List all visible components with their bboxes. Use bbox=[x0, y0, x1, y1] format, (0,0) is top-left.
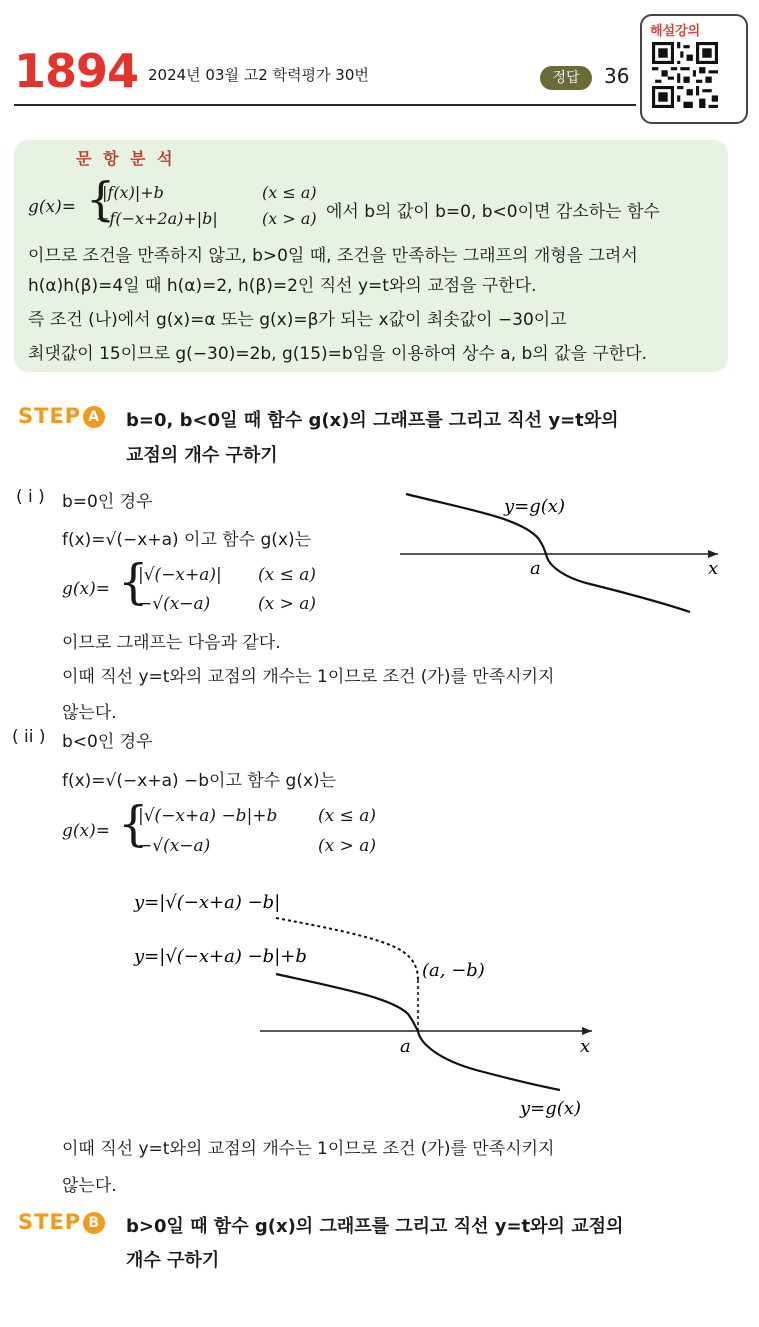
case-ii-after2: 않는다. bbox=[62, 1176, 117, 1196]
case-ii-brace: { bbox=[118, 796, 149, 852]
analysis-g-lhs: g(x)= bbox=[28, 197, 76, 217]
case-i-cond1: (x ≤ a) bbox=[258, 565, 317, 585]
case-i-g-lhs: g(x)= bbox=[62, 579, 110, 599]
case-i-after1: 이므로 그래프는 다음과 같다. bbox=[62, 633, 281, 653]
step-a-letter: A bbox=[83, 406, 105, 428]
case-i-cond2: (x > a) bbox=[258, 594, 317, 614]
step-a-badge bbox=[18, 404, 105, 428]
case-i-point-label: a bbox=[530, 558, 541, 579]
case-ii-title: b<0인 경우 bbox=[62, 732, 153, 752]
analysis-case1-expr: |f(x)|+b bbox=[102, 183, 164, 202]
case-i-expr1: |√(−x+a)| bbox=[138, 565, 222, 585]
case-ii-f-line: f(x)=√(−x+a) −b이고 함수 g(x)는 bbox=[62, 771, 337, 791]
case-ii-expr1: |√(−x+a) −b|+b bbox=[138, 806, 278, 826]
case-ii-label-dotted: y=|√(−x+a) −b| bbox=[134, 892, 281, 913]
case-ii-axis-label: x bbox=[580, 1036, 591, 1057]
case-i-after2: 이때 직선 y=t와의 교점의 개수는 1이므로 조건 (가)를 만족시키지 bbox=[62, 667, 555, 687]
case-ii-solid-curve bbox=[276, 974, 560, 1090]
step-a-line1: b=0, b<0일 때 함수 g(x)의 그래프를 그리고 직선 y=t와의 bbox=[126, 410, 619, 431]
case-ii-axis-arrow bbox=[582, 1027, 592, 1035]
analysis-line2: 이므로 조건을 만족하지 않고, b>0일 때, 조건을 만족하는 그래프의 개형을 그려서 bbox=[28, 246, 638, 266]
analysis-line1: 에서 b의 값이 b=0, b<0이면 감소하는 함수 bbox=[326, 202, 660, 222]
case-i-axis-arrow bbox=[708, 550, 718, 558]
case-ii-g-lhs: g(x)= bbox=[62, 821, 110, 841]
case-ii-graph bbox=[120, 874, 620, 1124]
step-b-letter: B bbox=[83, 1212, 105, 1234]
case-ii-cond2: (x > a) bbox=[318, 836, 377, 856]
analysis-line5: 최댓값이 15이므로 g(−30)=2b, g(15)=b임을 이용하여 상수 a, b의 값을 구한다. bbox=[28, 344, 648, 364]
step-b-label: STEP bbox=[18, 1210, 82, 1234]
case-i-expr2: −√(x−a) bbox=[138, 594, 211, 614]
case-ii-point-label: (a, −b) bbox=[422, 960, 485, 981]
problem-source: 2024년 03월 고2 학력평가 30번 bbox=[148, 66, 369, 84]
case-i-brace: { bbox=[118, 554, 149, 610]
case-ii-cond1: (x ≤ a) bbox=[318, 806, 377, 826]
case-ii-after1: 이때 직선 y=t와의 교점의 개수는 1이므로 조건 (가)를 만족시키지 bbox=[62, 1139, 555, 1159]
analysis-line4: 즉 조건 (나)에서 g(x)=α 또는 g(x)=β가 되는 x값이 최솟값이 −30이고 bbox=[28, 310, 567, 330]
step-b-line2: 개수 구하기 bbox=[126, 1250, 220, 1271]
step-b-badge bbox=[18, 1210, 105, 1234]
case-i-graph bbox=[390, 480, 730, 630]
answer-badge: 정답 bbox=[540, 66, 592, 90]
case-ii-marker: ( ii ) bbox=[12, 727, 46, 747]
case-i-marker: ( i ) bbox=[16, 487, 45, 507]
header-rule bbox=[14, 104, 636, 106]
step-a-line2: 교점의 개수 구하기 bbox=[126, 445, 278, 466]
case-ii-curve-label: y=g(x) bbox=[520, 1098, 581, 1119]
step-b-line1: b>0일 때 함수 g(x)의 그래프를 그리고 직선 y=t와의 교점의 bbox=[126, 1216, 624, 1237]
qr-code-icon[interactable] bbox=[652, 42, 718, 108]
case-ii-label-solid: y=|√(−x+a) −b|+b bbox=[134, 946, 307, 967]
case-ii-expr2: −√(x−a) bbox=[138, 836, 211, 856]
problem-number: 1894 bbox=[14, 44, 139, 98]
analysis-case2-expr: −f(−x+2a)+|b| bbox=[96, 209, 218, 228]
analysis-line3: h(α)h(β)=4일 때 h(α)=2, h(β)=2인 직선 y=t와의 교점을 구한다. bbox=[28, 276, 537, 296]
case-i-axis-label: x bbox=[708, 558, 719, 579]
case-i-title: b=0인 경우 bbox=[62, 492, 153, 512]
analysis-title: 문 항 분 석 bbox=[76, 149, 176, 168]
analysis-case2-cond: (x > a) bbox=[262, 209, 317, 228]
analysis-case1-cond: (x ≤ a) bbox=[262, 183, 317, 202]
analysis-brace: { bbox=[86, 172, 116, 226]
case-i-f-line: f(x)=√(−x+a) 이고 함수 g(x)는 bbox=[62, 530, 312, 550]
case-i-curve-label: y=g(x) bbox=[504, 496, 565, 517]
case-ii-a-label: a bbox=[400, 1036, 411, 1057]
answer-value: 36 bbox=[604, 64, 630, 88]
qr-title: 해설강의 bbox=[650, 24, 701, 39]
case-i-after3: 않는다. bbox=[62, 703, 117, 723]
step-a-label: STEP bbox=[18, 404, 82, 428]
